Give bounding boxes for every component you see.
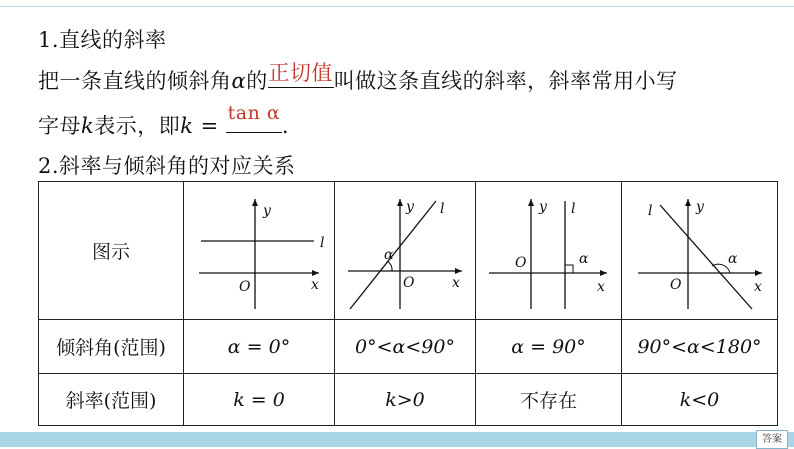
definition-line-2 [38, 102, 290, 140]
angle-cell-2: 0°<α<90° [335, 320, 476, 374]
line-l-label: l [320, 234, 325, 251]
top-divider [0, 6, 794, 7]
angle-cell-4: 90°<α<180° [622, 320, 778, 374]
angle-row [39, 320, 778, 374]
relation-table [38, 181, 778, 426]
row-label-slope: 斜率(范围) [39, 374, 184, 426]
axis-y-label: y [539, 198, 547, 215]
row-label-angle: 倾斜角(范围) [39, 320, 184, 374]
figure-obtuse-angle [622, 182, 778, 320]
axis-x-label: x [597, 278, 605, 295]
graph-negative-slope [630, 191, 770, 311]
angle-cell-1: α = 0° [184, 320, 335, 374]
angle-alpha-label: α [384, 246, 394, 263]
angle-alpha-label: α [727, 250, 737, 267]
bottom-bar [0, 432, 794, 447]
line-l-label: l [647, 202, 652, 219]
def-k: k [81, 114, 95, 138]
def-text-3: 叫做这条直线的斜率，斜率常用小写 [333, 69, 678, 93]
answer-tangent: 正切值 [268, 61, 333, 85]
figure-right-angle [476, 182, 622, 320]
figure-acute-angle [335, 182, 476, 320]
def-text-2: 的 [246, 69, 268, 93]
def-eq-k: k [180, 114, 194, 138]
def-alpha: α [231, 69, 247, 93]
slope-row [39, 374, 778, 426]
slope-cell-4: k<0 [622, 374, 778, 426]
def-period: . [281, 114, 290, 138]
origin-label: O [515, 254, 527, 271]
slope-cell-2: k>0 [335, 374, 476, 426]
axis-y-label: y [695, 198, 704, 215]
answer-tan: tan α [227, 102, 281, 124]
line-l-label: l [571, 200, 576, 217]
angle-alpha-label: α [579, 250, 589, 267]
graph-horizontal-line [189, 191, 329, 311]
heading-slope: 1.直线的斜率 [38, 28, 167, 52]
origin-label: O [239, 278, 251, 295]
figure-row [39, 182, 778, 320]
answer-button[interactable]: 答案 [756, 430, 788, 449]
axis-y-label: y [406, 198, 414, 215]
axis-x-label: x [311, 276, 319, 293]
graph-positive-slope [340, 191, 470, 311]
def-text-1: 把一条直线的倾斜角 [38, 69, 232, 93]
graph-vertical-line [481, 191, 616, 311]
origin-label: O [669, 276, 681, 293]
heading-relation: 2.斜率与倾斜角的对应关系 [38, 154, 296, 178]
axis-y-label: y [263, 202, 271, 219]
def-text-4: 字母 [38, 114, 81, 138]
blank-1[interactable] [268, 61, 334, 88]
angle-cell-3: α = 90° [476, 320, 622, 374]
axis-x-label: x [452, 274, 460, 291]
def-text-5: 表示，即 [94, 114, 181, 138]
blank-2[interactable] [226, 102, 282, 133]
slope-cell-3: 不存在 [476, 374, 622, 426]
def-eq-sign: = [193, 114, 226, 138]
row-label-figure: 图示 [39, 182, 184, 320]
axis-x-label: x [753, 278, 762, 295]
definition-line-1 [38, 61, 678, 95]
slope-cell-1: k = 0 [184, 374, 335, 426]
line-l-label: l [440, 200, 445, 217]
origin-label: O [403, 274, 415, 291]
figure-zero-angle [184, 182, 335, 320]
